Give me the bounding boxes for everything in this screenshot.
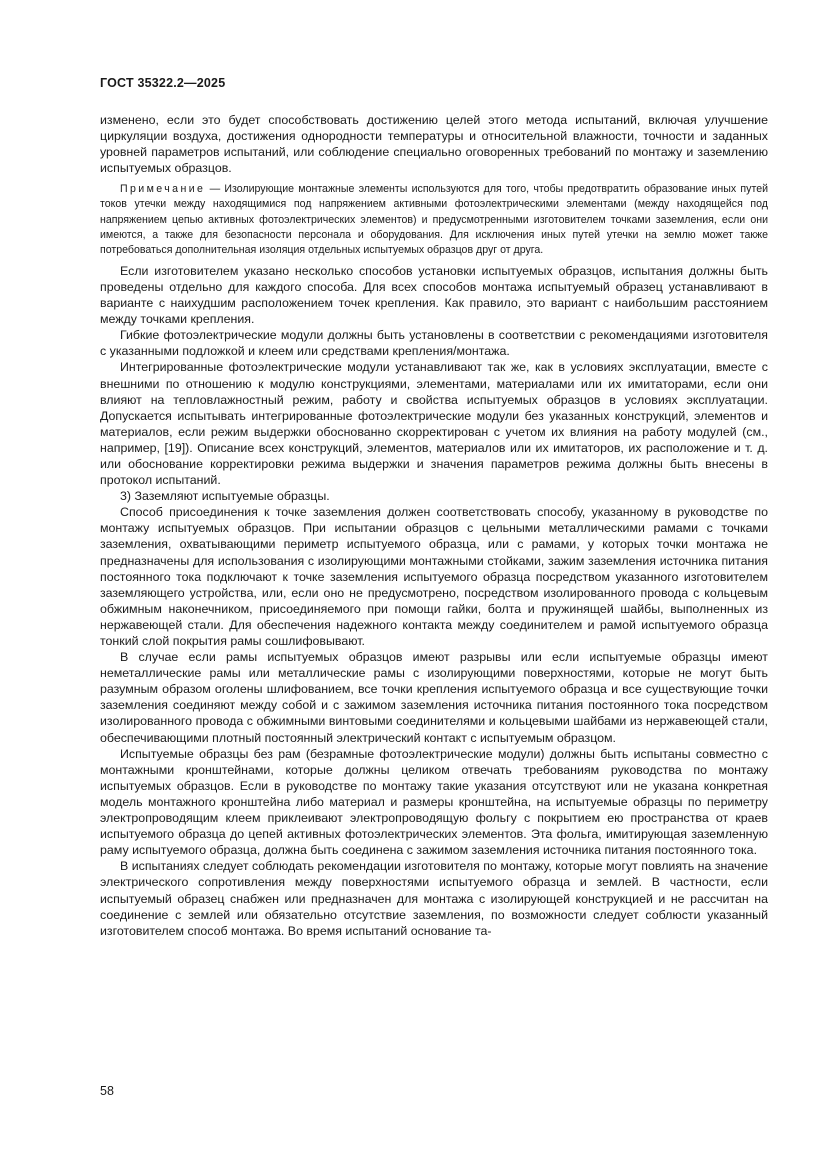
paragraph: В случае если рамы испытуемых образцов имеют разрывы или если испытуемые образцы имеют неметаллические рамы или металлические рамы с изолирующими поверхностями, которые не могут быть разумным образом оголены шлифованием, все точки крепления испытуемого образца и все существующие точки заземления соединяют между собой и с зажимом заземления источника питания постоянного тока посредством изолированного провода с обжимными винтовыми соединителями и кольцевыми шайбами из нержавеющей стали, обеспечивающими плотный постоянный электрический контакт с испытуемым образцом.: [100, 650, 768, 745]
paragraph: Способ присоединения к точке заземления должен соответствовать способу, указанному в руководстве по монтажу испытуемых образцов. При испытании образцов с цельными металлическими рамами с точками заземления, охватывающими периметр испытуемого образца, или с рамами, у которых точки монтажа не предназначены для использования с изолирующими монтажными стойками, зажим заземления источника питания постоянного тока подключают к точке заземления испытуемого образца посредством указанного изготовителем заземляющего устройства, или, если оно не предусмотрено, посредством изолированного провода с кольцевым обжимным наконечником, присоединяемого при помощи гайки, болта и пружинящей шайбы, выполненных из нержавеющей стали. Для обеспечения надежного контакта между соединителем и рамой испытуемого образца тонкий слой покрытия рамы сошлифовывают.: [100, 505, 768, 648]
paragraph: В испытаниях следует соблюдать рекомендации изготовителя по монтажу, которые могут повлиять на значение электрического сопротивления между поверхностями испытуемого образца и землей. В частности, если испытуемый образец снабжен или предназначен для монтажа с изолирующей конструкцией и не рассчитан на соединение с землей или обязательно отсутствие заземления, по возможности следует соблюсти указанный изготовителем способ монтажа. Во время испытаний основание та-: [100, 859, 768, 938]
note: [100, 182, 768, 257]
paragraph: Гибкие фотоэлектрические модули должны быть установлены в соответствии с рекомендациями изготовителя с указанными подложкой и клеем или средствами крепления/монтажа.: [100, 328, 768, 359]
page-content: [100, 112, 768, 939]
paragraph: Если изготовителем указано несколько способов установки испытуемых образцов, испытания должны быть проведены отдельно для каждого способа. Для всех способов монтажа испытуемый образец устанавливают в варианте с наихудшим расположением точек крепления. Как правило, это вариант с наибольшим расстоянием между точками крепления.: [100, 263, 768, 327]
paragraph: изменено, если это будет способствовать достижению целей этого метода испытаний, включая улучшение циркуляции воздуха, достижения однородности температуры и относительной влажности, точности и заданных уровней параметров испытаний, или соблюдение специально оговоренных требований по монтажу и заземлению испытуемых образцов.: [100, 113, 768, 176]
note-label: Примечание: [120, 183, 206, 196]
paragraph: Испытуемые образцы без рам (безрамные фотоэлектрические модули) должны быть испытаны совместно с монтажными кронштейнами, которые должны целиком отвечать требованиям руководства по монтажу испытуемых образцов. Если в руководстве по монтажу такие указания отсутствуют или не указана конкретная модель монтажного кронштейна либо материал и размеры кронштейна, на испытуемые образцы по периметру электропроводящим клеем приклеивают электропроводящую фольгу с покрытием ею пространства от краев испытуемого образца до цепей активных фотоэлектрических элементов. Эта фольга, имитирующая заземленную раму испытуемого образца, должна быть соединена с зажимом заземления источника питания постоянного тока.: [100, 746, 768, 858]
paragraph: Интегрированные фотоэлектрические модули устанавливают так же, как в условиях эксплуатации, вместе с внешними по отношению к модулю конструкциями, элементами, материалами или их имитаторами, если они влияют на тепловлажностный режим, работу и свойства испытуемых образцов в условиях эксплуатации. Допускается испытывать интегрированные фотоэлектрические модули без указанных конструкций, элементов и материалов, если режим выдержки обоснованно скорректирован с учетом их влияния на работу модулей (см., например, [19]). Описание всех конструкций, элементов, материалов или их имитаторов, их расположение и т. д. или обоснование корректировки режима выдержки и значения параметров режима должны быть внесены в протокол испытаний.: [100, 360, 768, 488]
document-header: ГОСТ 35322.2—2025: [100, 76, 226, 90]
note-dash: —: [205, 183, 225, 196]
paragraph: 3) Заземляют испытуемые образцы.: [120, 489, 330, 504]
page-number: 58: [100, 1084, 114, 1098]
note-text: Изолирующие монтажные элементы используются для того, чтобы предотвратить образование иных путей токов утечки между находящимися под напряжением активными фотоэлектрическими элементами (между находящейся под напряжением цепью активных фотоэлектрических элементов) и предусмотренными изготовителем точками заземления, если они имеются, а также для безопасности персонала и оборудования. Для исключения иных путей утечки на землю может также потребоваться дополнительная изоляция отдельных испытуемых образцов друг от друга.: [100, 183, 768, 256]
